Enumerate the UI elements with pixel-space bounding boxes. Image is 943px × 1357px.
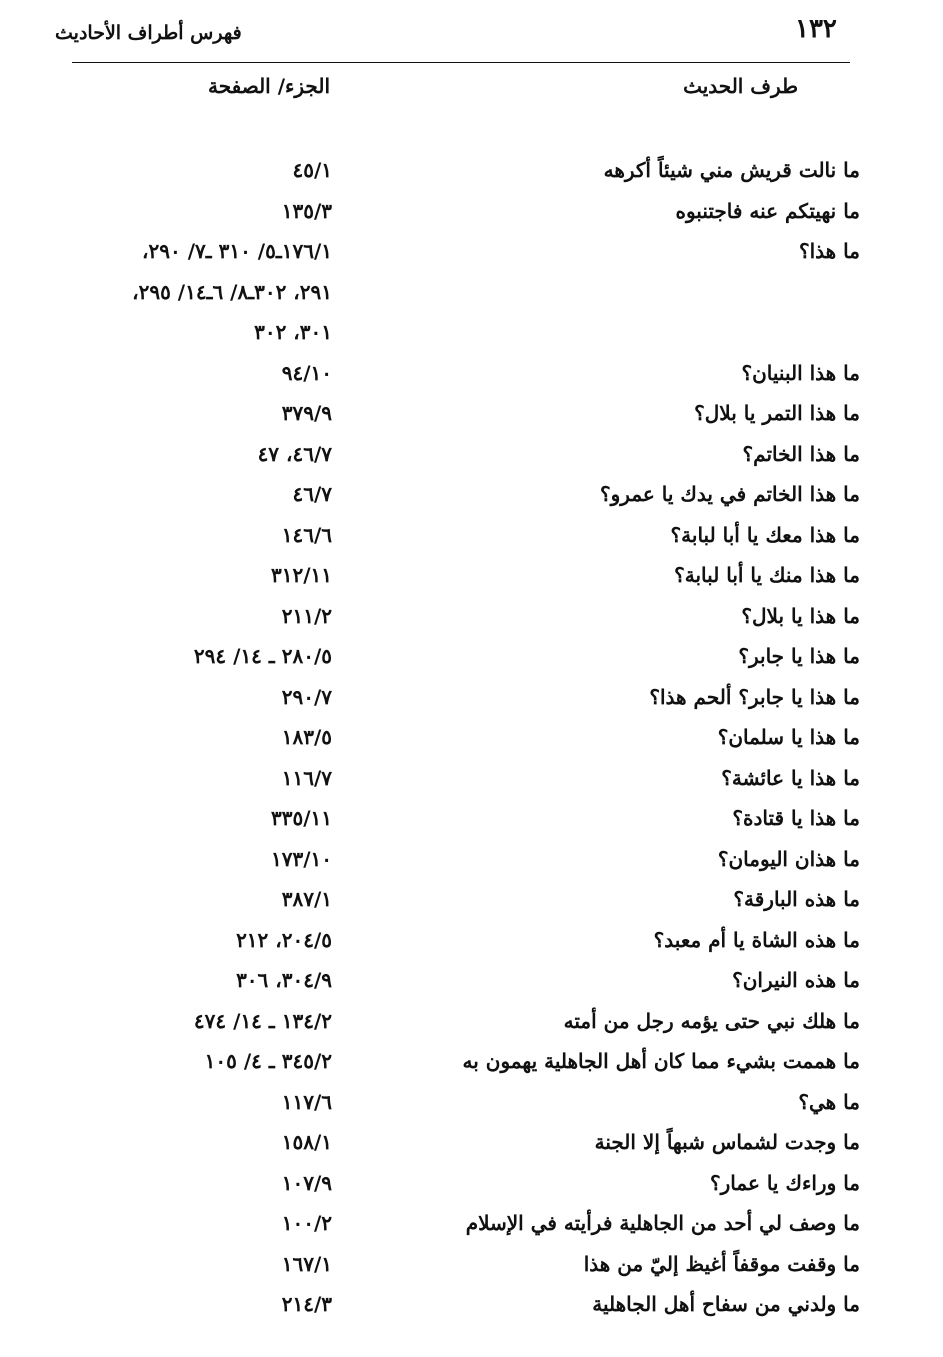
index-entry [60,393,860,434]
volume-page-reference: ١١٦/٧ [281,765,332,790]
volume-page-reference: ٣٨٧/١ [281,887,332,911]
volume-page-reference: ٣١٢/١١ [270,563,332,587]
index-entry [60,636,860,677]
hadith-incipit: ما هذا يا سلمان؟ [717,725,860,749]
index-entry [60,434,860,475]
volume-page-reference: ٤٦/٧، ٤٧ [257,441,332,466]
volume-page-reference: ٢١٤/٣ [281,1292,332,1316]
index-entry [60,717,860,758]
hadith-incipit: ما هممت بشيء مما كان أهل الجاهلية يهمون به [462,1049,860,1073]
index-entry [60,150,860,191]
index-entries [60,150,860,1325]
index-entry [60,596,860,637]
index-entry [60,1203,860,1244]
volume-page-reference: ٣٧٩/٩ [281,401,332,425]
index-entry [60,1001,860,1042]
hadith-incipit: ما هذا البنيان؟ [741,360,860,385]
hadith-incipit: ما وقفت موقفاً أغيظ إليّ من هذا [583,1251,860,1276]
volume-page-reference: ١٧٣/١٠ [270,846,332,871]
index-entry [60,960,860,1001]
index-entry [60,555,860,596]
header-divider [72,62,850,63]
index-entry [60,1041,860,1082]
hadith-incipit: ما هذا التمر يا بلال؟ [694,401,860,425]
index-entry [60,515,860,556]
hadith-incipit: ما وراءك يا عمار؟ [710,1170,860,1195]
index-entry [60,1244,860,1285]
index-entry [60,312,860,353]
hadith-incipit: ما هذا الخاتم في يدك يا عمرو؟ [600,482,860,506]
volume-page-reference: ٩٤/١٠ [281,360,332,385]
index-entry [60,920,860,961]
hadith-incipit: ما هذان اليومان؟ [717,846,860,871]
hadith-incipit: ما هذا يا قتادة؟ [732,806,860,830]
column-heading-hadith: طرف الحديث [683,74,798,98]
hadith-incipit: ما ولدني من سفاح أهل الجاهلية [592,1292,860,1316]
volume-page-reference: ٤٦/٧ [292,482,332,506]
volume-page-reference: ١٣٥/٣ [281,198,332,223]
hadith-incipit: ما هذا يا جابر؟ [738,644,860,668]
volume-page-reference: ١٧٦/١ـ٥/ ٣١٠ ـ٧/ ٢٩٠، [142,239,332,263]
volume-page-reference: ٣٤٥/٢ ـ ٤/ ١٠٥ [204,1049,332,1073]
index-entry [60,677,860,718]
index-entry [60,879,860,920]
index-entry [60,353,860,394]
hadith-incipit: ما هذا يا بلال؟ [741,603,860,628]
index-entry [60,1082,860,1123]
hadith-incipit: ما هذا؟ [799,239,860,263]
volume-page-reference: ٣٣٥/١١ [270,806,332,830]
volume-page-reference: ٢٩١، ٣٠٢ـ٨/ ٦ـ١٤/ ٢٩٥، [132,279,332,304]
volume-page-reference: ١٣٤/٢ ـ ١٤/ ٤٧٤ [193,1008,332,1033]
index-entry [60,231,860,272]
hadith-incipit: ما هذا الخاتم؟ [742,441,860,466]
volume-page-reference: ١٨٣/٥ [281,725,332,749]
volume-page-reference: ١٠٧/٩ [281,1170,332,1195]
volume-page-reference: ٢٨٠/٥ ـ ١٤/ ٢٩٤ [193,644,332,668]
volume-page-reference: ٢٠٤/٥، ٢١٢ [236,927,332,952]
volume-page-reference: ١١٧/٦ [281,1089,332,1114]
hadith-incipit: ما هي؟ [798,1089,860,1114]
volume-page-reference: ١٤٦/٦ [281,522,332,547]
volume-page-reference: ٢١١/٢ [281,603,332,628]
index-entry [60,1284,860,1325]
hadith-incipit: ما هذا معك يا أبا لبابة؟ [670,522,860,547]
index-entry [60,758,860,799]
hadith-incipit: ما هذه البارقة؟ [733,887,860,911]
volume-page-reference: ٢٩٠/٧ [281,684,332,709]
hadith-incipit: ما نالت قريش مني شيئاً أكرهه [603,158,860,182]
hadith-incipit: ما هلك نبي حتى يؤمه رجل من أمته [563,1008,860,1033]
hadith-incipit: ما هذا منك يا أبا لبابة؟ [674,563,860,587]
volume-page-reference: ٣٠١، ٣٠٢ [254,320,332,344]
hadith-incipit: ما هذا يا عائشة؟ [721,765,860,790]
volume-page-reference: ٣٠٤/٩، ٣٠٦ [236,968,332,992]
volume-page-reference: ٤٥/١ [292,158,332,182]
index-entry [60,1122,860,1163]
index-entry [60,839,860,880]
hadith-incipit: ما هذه النيران؟ [732,968,860,992]
index-entry [60,798,860,839]
page-number: ١٣٢ [795,14,837,44]
index-entry [60,272,860,313]
hadith-incipit: ما وجدت لشماس شبهاً إلا الجنة [594,1130,860,1154]
index-entry [60,191,860,232]
index-entry [60,1163,860,1204]
volume-page-reference: ١٠٠/٢ [281,1211,332,1235]
hadith-incipit: ما وصف لي أحد من الجاهلية فرأيته في الإسلام [465,1211,860,1235]
hadith-incipit: ما نهيتكم عنه فاجتنبوه [675,198,860,223]
hadith-incipit: ما هذا يا جابر؟ ألحم هذا؟ [649,684,860,709]
column-heading-reference: الجزء/ الصفحة [207,74,330,98]
volume-page-reference: ١٦٧/١ [281,1251,332,1276]
running-title: فهرس أطراف الأحاديث [55,22,242,44]
volume-page-reference: ١٥٨/١ [281,1130,332,1154]
index-entry [60,474,860,515]
hadith-incipit: ما هذه الشاة يا أم معبد؟ [653,927,860,952]
